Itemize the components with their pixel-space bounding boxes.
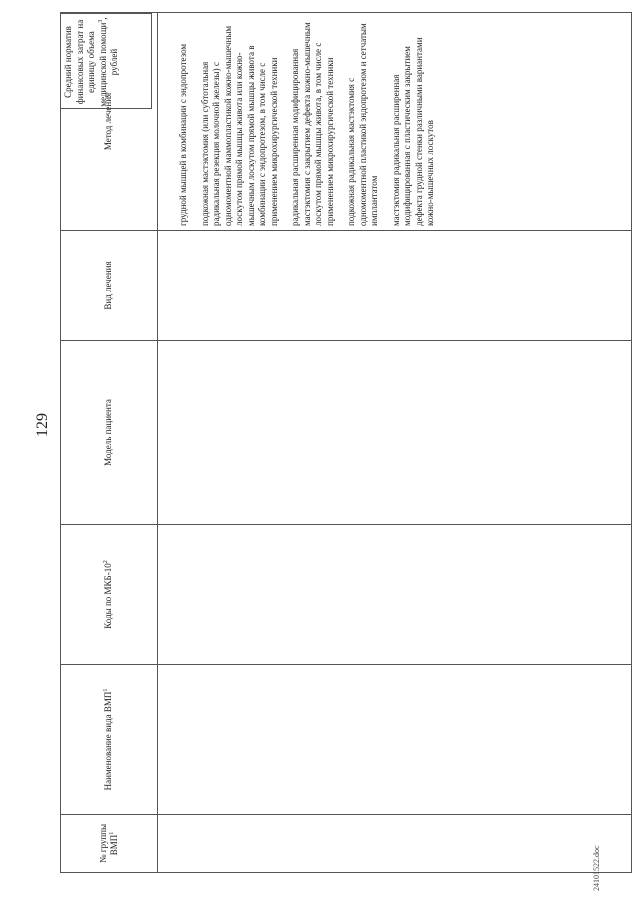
method-item: радикальная расширенная модифицированная мастэктомия с закрытием дефекта кожно-мышечным лоскутом прямой мышцы живота, в том числе с применением микрохирургической техники [290, 22, 335, 226]
header-vmp-name: Наименование вида ВМП$^1$ [61, 665, 158, 815]
header-icd-codes: Коды по МКБ-$10^2$ [61, 525, 158, 665]
table-row [158, 13, 632, 873]
header-patient-model: Модель пациента [61, 341, 158, 525]
header-group-no: № группы ВМП$^1$ [61, 815, 158, 873]
cell-vmp-name [158, 665, 632, 815]
method-item: подкожная радикальная мастэктомия с одномоментной пластикой эндопротезом и сетчатым имплантатом [346, 23, 379, 226]
method-item: мастэктомия радикальная расширенная модифицированная с пластическим закрытием дефекта грудной стенки различными вариантами кожно-мышечных лоскутов [390, 37, 435, 226]
avg-cost-unit: , рублей [97, 17, 119, 76]
header-treatment-method: Метод лечения [61, 13, 158, 231]
header-avg-cost [60, 13, 152, 109]
vmp-table [60, 12, 632, 873]
avg-cost-sup: 3 [97, 19, 104, 23]
avg-cost-text: Средний норматив финансовых затрат на единицу объема медицинской помощи [63, 19, 108, 107]
method-item: грудной мышцей в комбинации с эндопротезом [178, 43, 188, 226]
cell-group-no [158, 815, 632, 873]
table-header-row [61, 13, 158, 873]
cell-treatment-method [158, 13, 632, 231]
header-treatment-type: Вид лечения [61, 231, 158, 341]
cell-patient-model [158, 341, 632, 525]
cell-icd-codes [158, 525, 632, 665]
cell-treatment-type [158, 231, 632, 341]
footer-doc-code: 24101522.doc [592, 845, 601, 891]
page-number: 129 [34, 413, 51, 437]
method-item: подкожная мастэктомия (или субтотальная радикальная резекция молочной железы) с одномоментной маммопластикой кожно-мышечным лоскутом прямой мышцы живота или кожно-мышечным лоскутом прямой мышцы живота в комбинации с эндопротезом, в том числе с применением микрохирургической техники [199, 25, 279, 226]
